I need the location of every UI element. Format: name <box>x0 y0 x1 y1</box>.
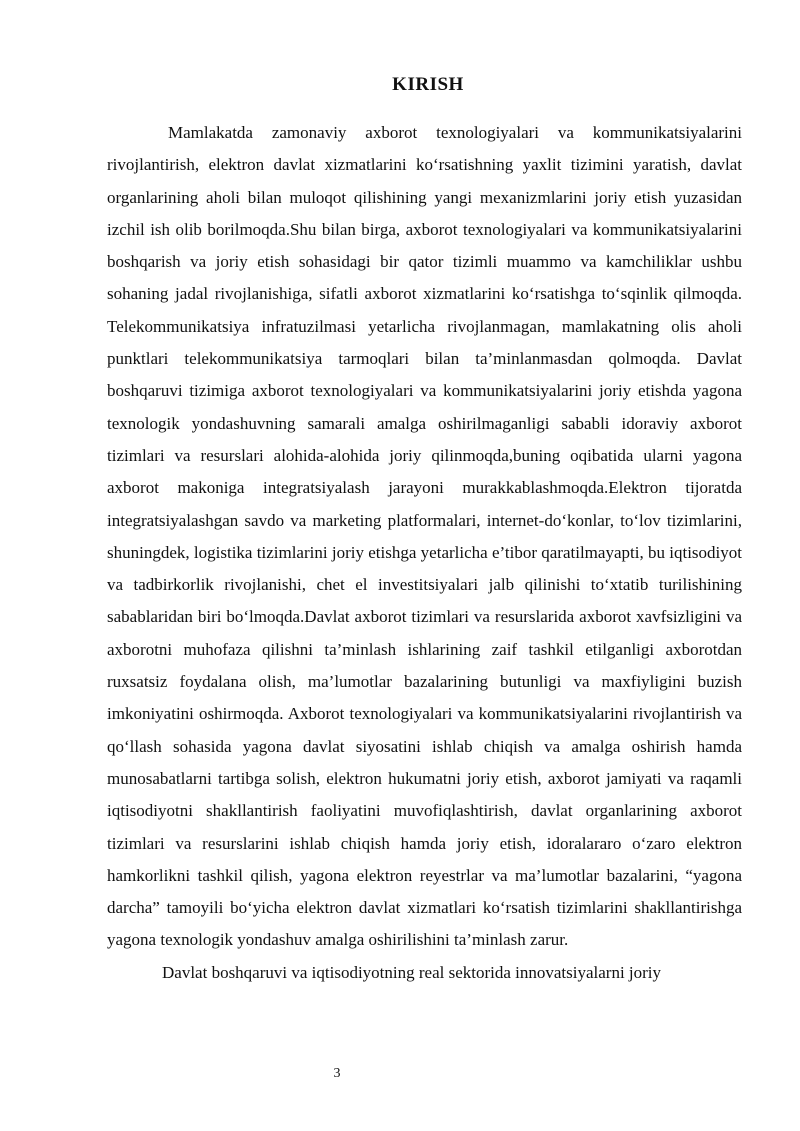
paragraph: Davlat boshqaruvi va iqtisodiyotning real sektorida innovatsiyalarni joriy <box>162 962 662 982</box>
paragraph: Mamlakatda zamonaviy axborot texnologiyalari va kommunikatsiyalarini rivojlantirish, elektron davlat xizmatlarini ko‘rsatishning yaxlit tizimini yaratish, davlat organlarining aholi bilan muloqot qilishining yangi mexanizmlarini joriy etish yuzasidan izchil ish olib borilmoqda.Shu bilan birga, axborot texnologiyalari va kommunikatsiyalarini boshqarish va joriy etish sohasidagi bir qator tizimli muammo va kamchiliklar ushbu sohaning jadal rivojlanishiga, sifatli axborot xizmatlarini ko‘rsatishga to‘sqinlik qilmoqda. Telekommunikatsiya infratuzilmasi yetarlicha rivojlanmagan, mamlakatning olis aholi punktlari telekommunikatsiya tarmoqlari bilan ta’minlanmasdan qolmoqda. Davlat boshqaruvi tizimiga axborot texnologiyalari va kommunikatsiyalarini joriy etishda yagona texnologik yondashuvning samarali amalga oshirilmaganligi sababli idoraviy axborot tizimlari va resurslari alohida-alohida joriy qilinmoqda,buning oqibatida ularni yagona axborot makoniga integratsiyalash jarayoni murakkablashmoqda.Elektron tijoratda integratsiyalashgan savdo va marketing platformalari, internet-do‘konlar, to‘lov tizimlarini, shuningdek, logistika tizimlarini joriy etishga yetarlicha e’tibor qaratilmayapti, bu iqtisodiyot va tadbirkorlik rivojlanishi, chet el investitsiyalari jalb qilinishi to‘xtatib turilishining sabablaridan biri bo‘lmoqda.Davlat axborot tizimlari va resurslarida axborot xavfsizligini va axborotni muhofaza qilishni ta’minlash ishlarining zaif tashkil etilganligi axborotdan ruxsatsiz foydalana olish, ma’lumotlar bazalarining butunligi va maxfiyligini buzish imkoniyatini oshirmoqda. Axborot texnologiyalari va kommunikatsiyalarini rivojlantirish va qo‘llash sohasida yagona davlat siyosatini ishlab chiqish va amalga oshirish hamda munosabatlarni tartibga solish, elektron hukumatni joriy etish, axborot jamiyati va raqamli iqtisodiyotni shakllantirish faoliyatini muvofiqlashtirish, davlat organlarining axborot tizimlari va resurslarini ishlab chiqish hamda joriy etish, idoralararo o‘zaro elektron hamkorlikni tashkil qilish, yagona elektron reyestrlar va ma’lumotlar bazalarini, “yagona darcha” tamoyili bo‘yicha elektron davlat xizmatlari ko‘rsatish tizimlarini shakllantirishga yagona texnologik yondashuv amalga oshirilishini ta’minlash zarur. <box>107 123 742 950</box>
page-number: 3 <box>333 1066 341 1081</box>
body-text <box>107 117 742 989</box>
section-title: KIRISH <box>392 74 464 95</box>
